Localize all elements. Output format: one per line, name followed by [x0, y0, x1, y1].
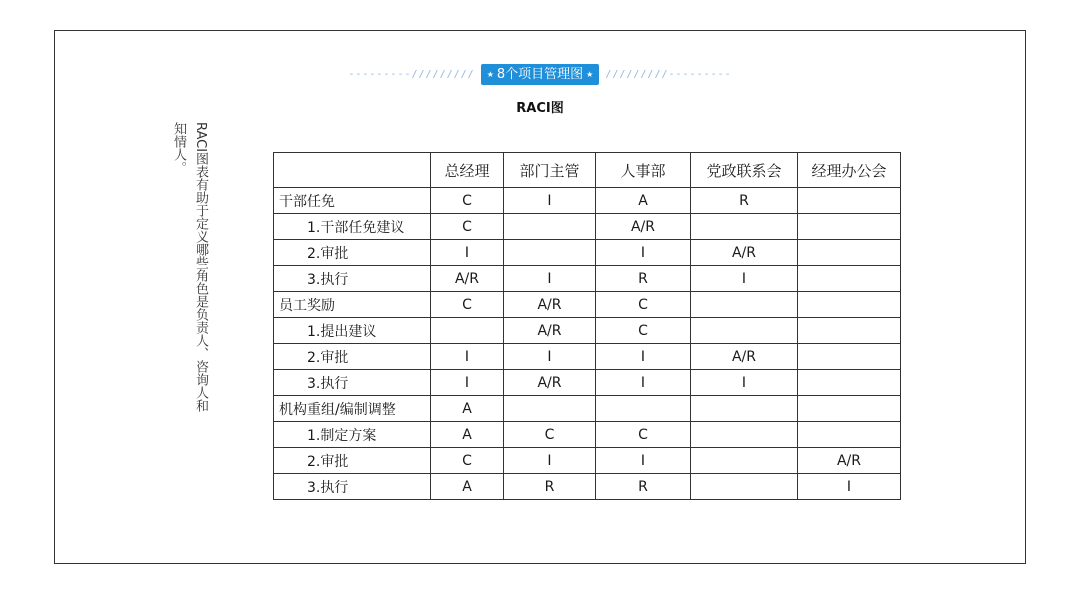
raci-cell: A/R [798, 448, 901, 474]
chart-subtitle: RACI图 [516, 101, 564, 116]
raci-cell: I [431, 240, 504, 266]
raci-cell: A/R [504, 318, 596, 344]
raci-cell: A [431, 474, 504, 500]
table-row [274, 240, 901, 266]
table-header-row [274, 153, 901, 188]
raci-cell: A/R [504, 370, 596, 396]
side-note-line-1: RACI图表有助于定义哪些角色是负责人、咨询人和 [193, 122, 208, 413]
table-row [274, 188, 901, 214]
banner-decoration-left: ---------///////// [348, 68, 475, 80]
raci-cell: I [504, 266, 596, 292]
raci-cell [798, 422, 901, 448]
raci-cell: I [504, 344, 596, 370]
header-hr-department: 人事部 [596, 153, 691, 188]
raci-cell: A [431, 396, 504, 422]
raci-cell: A [596, 188, 691, 214]
raci-cell [798, 188, 901, 214]
raci-cell [691, 318, 798, 344]
raci-cell: R [691, 188, 798, 214]
raci-cell: C [431, 292, 504, 318]
banner-title-pill [481, 64, 600, 85]
raci-cell: I [431, 370, 504, 396]
raci-cell [798, 292, 901, 318]
raci-cell: R [504, 474, 596, 500]
task-group-label: 干部任免 [274, 188, 431, 214]
raci-cell: C [596, 292, 691, 318]
raci-cell: I [504, 188, 596, 214]
raci-cell: I [596, 240, 691, 266]
raci-cell: I [691, 370, 798, 396]
raci-cell: C [431, 448, 504, 474]
raci-cell [798, 240, 901, 266]
raci-cell [504, 240, 596, 266]
raci-cell: C [431, 188, 504, 214]
raci-cell: I [504, 448, 596, 474]
raci-cell [691, 422, 798, 448]
raci-cell [504, 214, 596, 240]
raci-cell: I [596, 370, 691, 396]
table-row [274, 344, 901, 370]
raci-cell [691, 474, 798, 500]
raci-cell: A/R [596, 214, 691, 240]
raci-cell: C [504, 422, 596, 448]
raci-cell: I [596, 344, 691, 370]
table-row [274, 292, 901, 318]
task-group-label: 机构重组/编制调整 [274, 396, 431, 422]
banner-title: 8个项目管理图 [496, 66, 584, 82]
raci-cell: A [431, 422, 504, 448]
star-icon: ★ [586, 69, 594, 79]
header-manager-office-meeting: 经理办公会 [798, 153, 901, 188]
star-icon: ★ [486, 69, 494, 79]
raci-cell: C [596, 318, 691, 344]
header-department-head: 部门主管 [504, 153, 596, 188]
header-general-manager: 总经理 [431, 153, 504, 188]
sub-task-label: 1.制定方案 [274, 422, 431, 448]
raci-cell: A/R [691, 344, 798, 370]
table-row [274, 422, 901, 448]
raci-cell: C [596, 422, 691, 448]
raci-cell [798, 396, 901, 422]
table-row [274, 448, 901, 474]
sub-task-label: 3.执行 [274, 370, 431, 396]
raci-cell: I [798, 474, 901, 500]
raci-cell [798, 370, 901, 396]
raci-cell [431, 318, 504, 344]
raci-cell [691, 448, 798, 474]
sub-task-label: 2.审批 [274, 344, 431, 370]
table-row [274, 318, 901, 344]
raci-cell: I [691, 266, 798, 292]
raci-table [273, 152, 901, 500]
table-row [274, 474, 901, 500]
side-note-line-2: 知情人。 [171, 122, 186, 174]
sub-task-label: 1.提出建议 [274, 318, 431, 344]
header-corner [274, 153, 431, 188]
raci-cell: I [596, 448, 691, 474]
raci-cell: A/R [691, 240, 798, 266]
raci-cell [691, 396, 798, 422]
sub-task-label: 3.执行 [274, 474, 431, 500]
raci-cell [596, 396, 691, 422]
raci-cell [691, 292, 798, 318]
raci-cell [798, 214, 901, 240]
raci-cell: R [596, 266, 691, 292]
raci-cell: I [431, 344, 504, 370]
sub-task-label: 3.执行 [274, 266, 431, 292]
table-row [274, 266, 901, 292]
section-banner [340, 63, 740, 85]
sub-task-label: 2.审批 [274, 240, 431, 266]
table-row [274, 370, 901, 396]
raci-cell [798, 266, 901, 292]
raci-cell [691, 214, 798, 240]
banner-decoration-right: /////////--------- [605, 68, 732, 80]
task-group-label: 员工奖励 [274, 292, 431, 318]
sub-task-label: 1.干部任免建议 [274, 214, 431, 240]
header-party-liaison-meeting: 党政联系会 [691, 153, 798, 188]
raci-cell: C [431, 214, 504, 240]
raci-cell [798, 318, 901, 344]
sub-task-label: 2.审批 [274, 448, 431, 474]
raci-cell: A/R [431, 266, 504, 292]
table-row [274, 396, 901, 422]
raci-cell [798, 344, 901, 370]
raci-cell [504, 396, 596, 422]
raci-cell: A/R [504, 292, 596, 318]
table-row [274, 214, 901, 240]
raci-cell: R [596, 474, 691, 500]
